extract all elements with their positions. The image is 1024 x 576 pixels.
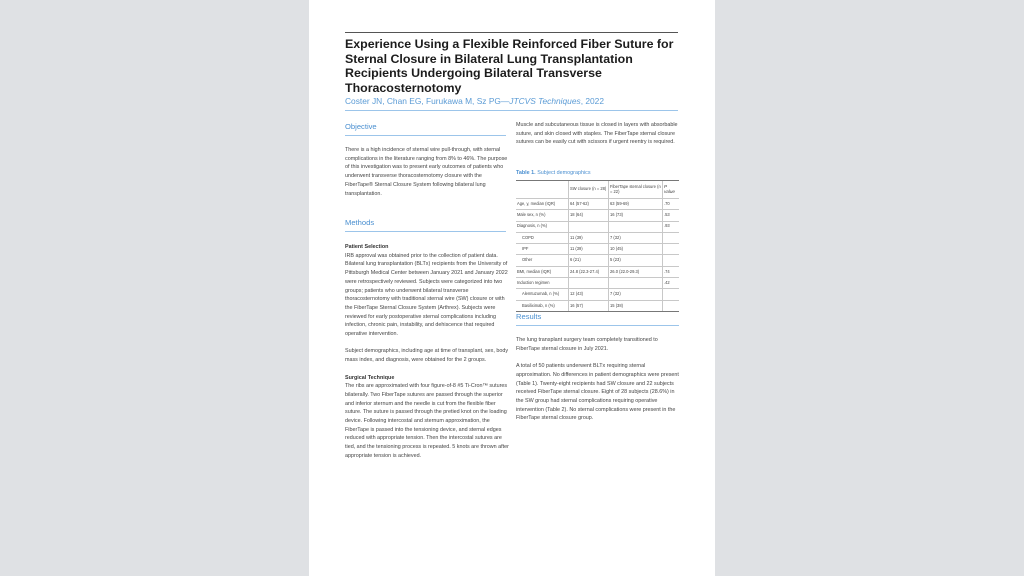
table-row <box>516 300 679 311</box>
demographics-table <box>516 180 679 312</box>
table-cell: 7 (32) <box>609 232 663 243</box>
table-cell: 11 (39) <box>569 244 609 255</box>
demographics-text: Subject demographics, including age at time of transplant, sex, body mass index, and diagnosis, were obtained for the 2 groups. <box>345 348 509 364</box>
table-cell: Diagnosis, n (%) <box>516 221 569 232</box>
table-cell: 18 (64) <box>569 210 609 221</box>
table-header-cell: P value <box>663 181 680 199</box>
table-cell <box>663 244 680 255</box>
table-caption <box>516 170 591 176</box>
patient-selection-heading: Patient Selection <box>345 244 389 250</box>
surgical-technique-text: The ribs are approximated with four figure-of-8 #5 Ti-Cron™ sutures bilaterally. Two FiberTape sutures are passed through the superior and inferior sternum and the needle is cut from the flexible fiber suture. The suture is passed through the pretied knot on the loading device. Following intercostal and sternum approximation, the FiberTape is passed into the tensioning device, and sternal edges reduced with appropriate tension. Then the intercostal sutures are tied, and the tensioning process is repeated. 5 knots are thrown after appropriate tension is achieved. <box>345 383 509 459</box>
objective-rule <box>345 135 506 136</box>
table-cell: Age, y, median (IQR) <box>516 199 569 210</box>
table-cell: IPF <box>516 244 569 255</box>
table-header-cell <box>516 181 569 199</box>
table-cell: .53 <box>663 210 680 221</box>
table-cell: 26.0 (22.0-29.3) <box>609 266 663 277</box>
table-cell: 10 (45) <box>609 244 663 255</box>
table-cell: .93 <box>663 221 680 232</box>
author-line <box>345 96 685 106</box>
table-cell: .74 <box>663 266 680 277</box>
paper-page <box>309 0 715 576</box>
table-row <box>516 255 679 266</box>
table-row <box>516 199 679 210</box>
methods-rule <box>345 231 506 232</box>
table-title: Subject demographics <box>537 170 591 176</box>
table-cell <box>569 221 609 232</box>
methods-body <box>345 243 510 461</box>
table-cell <box>663 255 680 266</box>
table-cell: 16 (57) <box>569 300 609 311</box>
table-cell: COPD <box>516 232 569 243</box>
table-cell: BMI, median (IQR) <box>516 266 569 277</box>
table-row <box>516 221 679 232</box>
patient-selection-text: IRB approval was obtained prior to the collection of patient data. Bilateral lung transplantation (BLTx) recipients from the University of Pittsburgh Medical Center between January 2021 and January 2022 were retrospectively reviewed. Subjects were categorized into two groups; patients who underwent bilateral transverse thoracosternotomy with traditional sternal wire (SW) closure or with the FiberTape Sternal Closure System (Arthrex). Subjects were reviewed for early postoperative sternal complications including infection, chronic pain, instability, and dehiscence that required operative intervention. <box>345 252 508 338</box>
surgical-technique-heading: Surgical Technique <box>345 374 395 381</box>
methods-heading: Methods <box>345 218 375 227</box>
results-paragraph-2: A total of 50 patients underwent BLTx requiring sternal approximation. No differences in patient demographics were present (Table 1). Twenty-eight recipients had SW closure and 22 subjects received FiberTape sternal closure. Eight of 28 subjects (28.6%) in the SW group had sternal complications requiring operative intervention (Table 2). No sternal complications were present in the FiberTape sternal closure group. <box>516 363 679 422</box>
table-cell: Other <box>516 255 569 266</box>
results-body <box>516 336 681 423</box>
table-cell <box>569 278 609 289</box>
authors: Coster JN, Chan EG, Furukawa M, Sz PG— <box>345 96 510 106</box>
table-cell: 15 (38) <box>609 300 663 311</box>
table-cell <box>663 300 680 311</box>
table-cell: 5 (23) <box>609 255 663 266</box>
table-row <box>516 210 679 221</box>
table-row <box>516 266 679 277</box>
table-cell <box>663 232 680 243</box>
table-cell: Alemtuzumab, n (%) <box>516 289 569 300</box>
table-cell: 7 (32) <box>609 289 663 300</box>
table-row <box>516 232 679 243</box>
table-cell: 12 (43) <box>569 289 609 300</box>
table-cell <box>609 221 663 232</box>
table-row <box>516 278 679 289</box>
results-heading: Results <box>516 312 542 321</box>
objective-heading: Objective <box>345 122 377 131</box>
journal-name: JTCVS Techniques <box>509 96 581 106</box>
table-cell: 16 (73) <box>609 210 663 221</box>
table-cell: 11 (39) <box>569 232 609 243</box>
table-header-cell: SW closure (n = 28) <box>569 181 609 199</box>
table-cell: Male sex, n (%) <box>516 210 569 221</box>
objective-text: There is a high incidence of sternal wire pull-through, with sternal complications in the literature ranging from 8% to 46%. The purpose of this investigation was to present early outcomes of patients who underwent transverse thoracosternotomy closure with the FiberTape® Sternal Closure System following bilateral lung transplantation. <box>345 147 508 197</box>
table-cell <box>663 289 680 300</box>
table-row <box>516 244 679 255</box>
year: , 2022 <box>580 96 604 106</box>
top-rule <box>345 32 678 33</box>
table-number: Table 1. <box>516 170 536 176</box>
table-cell: Basiliximab, n (%) <box>516 300 569 311</box>
table-cell: 63 (59-69) <box>609 199 663 210</box>
results-rule <box>516 325 679 326</box>
table-row <box>516 289 679 300</box>
paper-title: Experience Using a Flexible Reinforced Fiber Suture for Sternal Closure in Bilateral Lung Transplantation Recipients Undergoing Bilateral Transverse Thoracosternotomy <box>345 37 674 95</box>
table-cell: .42 <box>663 278 680 289</box>
results-paragraph-1: The lung transplant surgery team completely transitioned to FiberTape sternal closure in July 2021. <box>516 337 658 352</box>
table-header-cell: FiberTape sternal closure (n = 22) <box>609 181 663 199</box>
table-cell <box>609 278 663 289</box>
table-cell: 64 (57-62) <box>569 199 609 210</box>
title-divider <box>345 110 678 111</box>
table-cell: Induction regimen <box>516 278 569 289</box>
closure-text: Muscle and subcutaneous tissue is closed in layers with absorbable suture, and skin closed with staples. The FiberTape sternal closure sutures can be easily cut with scissors if urgent reentry is required. <box>516 122 678 146</box>
table-cell: .70 <box>663 199 680 210</box>
table-cell: 6 (21) <box>569 255 609 266</box>
table-header-row <box>516 181 679 199</box>
table-cell: 24.8 (22.3-27.4) <box>569 266 609 277</box>
